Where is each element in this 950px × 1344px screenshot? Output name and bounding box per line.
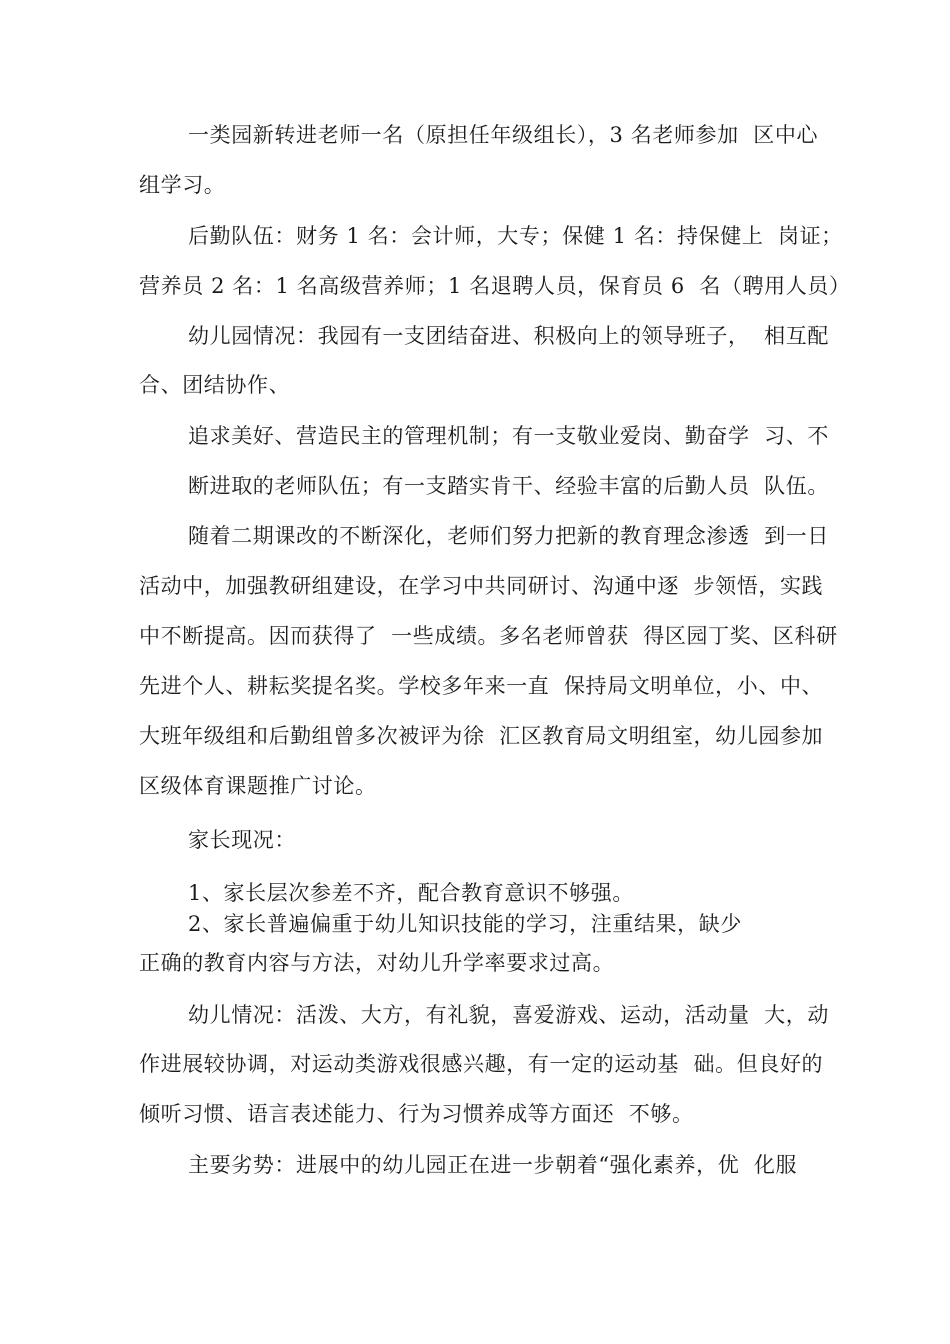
- section-heading: 家长现况：: [188, 828, 296, 852]
- text-line: 大班年级组和后勤组曾多次被评为徐 汇区教育局文明组室，幼儿园参加: [139, 724, 824, 748]
- text-line: 后勤队伍：财务 1 名：会计师，大专；保健 1 名：持保健上 岗证；: [188, 224, 843, 248]
- text-line: 中不断提高。因而获得了 一些成绩。多名老师曾获 得区园丁奖、区科研: [139, 624, 838, 648]
- text-line: 组学习。: [139, 173, 226, 197]
- text-line: 主要劣势：进展中的幼儿园正在进一步朝着“强化素养，优 化服: [188, 1153, 798, 1177]
- text-line: 合、团结协作、: [139, 373, 291, 397]
- text-line: 幼儿园情况：我园有一支团结奋进、积极向上的领导班子， 相互配: [188, 324, 829, 348]
- text-line: 正确的教育内容与方法，对幼儿升学率要求过高。: [139, 951, 615, 975]
- text-line: 一类园新转进老师一名（原担任年级组长），3 名老师参加 区中心: [188, 123, 819, 147]
- text-line: 作进展较协调，对运动类游戏很感兴趣，有一定的运动基 础。但良好的: [139, 1052, 824, 1076]
- text-line: 追求美好、营造民主的管理机制；有一支敬业爱岗、勤奋学 习、不: [188, 424, 829, 448]
- text-line: 幼儿情况：活泼、大方，有礼貌，喜爱游戏、运动，活动量 大，动: [188, 1003, 829, 1027]
- list-item: 1、家长层次参差不齐，配合教育意识不够强。: [188, 881, 634, 905]
- list-item: 2、家长普遍偏重于幼儿知识技能的学习，注重结果，缺少: [188, 912, 742, 936]
- text-line: 营养员 2 名：1 名高级营养师；1 名退聘人员，保育员 6 名（聘用人员）: [139, 274, 851, 298]
- text-line: 活动中，加强教研组建设，在学习中共同研讨、沟通中逐 步领悟，实践: [139, 574, 824, 598]
- text-line: 断进取的老师队伍；有一支踏实肯干、经验丰富的后勤人员 队伍。: [188, 474, 829, 498]
- text-line: 区级体育课题推广讨论。: [139, 774, 377, 798]
- text-line: 倾听习惯、语言表述能力、行为习惯养成等方面还 不够。: [139, 1102, 694, 1126]
- text-line: 先进个人、耕耘奖提名奖。学校多年来一直 保持局文明单位，小、中、: [139, 674, 824, 698]
- text-line: 随着二期课改的不断深化，老师们努力把新的教育理念渗透 到一日: [188, 524, 829, 548]
